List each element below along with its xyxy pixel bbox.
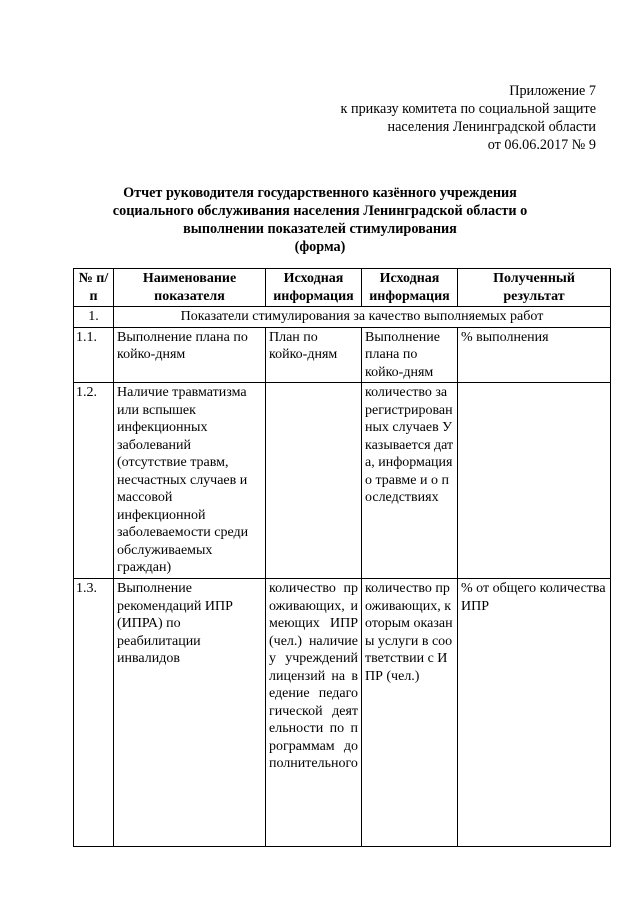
row-num: 1.2. <box>74 383 114 579</box>
row-name: Наличие травматизма или вспышек инфекционных заболеваний (отсутствие травм, несчастных случаев и массовой инфекционной заболеваемости среди обслуживаемых граждан) <box>114 383 266 579</box>
row-result: % от общего количества ИПР <box>458 579 611 847</box>
section-row <box>74 307 611 328</box>
title-line: Отчет руководителя государственного казённого учреждения <box>123 185 517 201</box>
row-source-1 <box>266 383 362 579</box>
row-source-2: количество зарегистрированных случаев Указывается дата, информация о травме и о последствиях <box>362 383 458 579</box>
section-num: 1. <box>74 307 114 328</box>
row-source-2: Выполнение плана по койко-дням <box>362 327 458 383</box>
title-line: социального обслуживания населения Ленинградской области о <box>112 203 528 219</box>
table-row <box>74 383 611 579</box>
row-name: Выполнение плана по койко-дням <box>114 327 266 383</box>
appendix-header <box>341 82 596 154</box>
title-line: (форма) <box>294 239 346 255</box>
row-source-1: План по койко-дням <box>266 327 362 383</box>
header-source-2: Исходная информация <box>362 269 458 307</box>
appendix-line: населения Ленинградской области <box>387 119 596 135</box>
appendix-line: к приказу комитета по социальной защите <box>340 101 596 117</box>
appendix-line: от 06.06.2017 № 9 <box>487 137 596 153</box>
appendix-line: Приложение 7 <box>509 83 596 99</box>
header-source-1: Исходная информация <box>266 269 362 307</box>
header-name: Наименование показателя <box>114 269 266 307</box>
row-result <box>458 383 611 579</box>
table-header-row <box>74 269 611 307</box>
header-result: Полученный результат <box>458 269 611 307</box>
section-title: Показатели стимулирования за качество выполняемых работ <box>114 307 611 328</box>
row-source-1: количество проживающих, имеющих ИПР (чел.) наличие у учреждений лицензий на ведение педагогической деятельности по программам дополнительного <box>266 579 362 847</box>
document-title <box>70 184 570 256</box>
row-num: 1.3. <box>74 579 114 847</box>
table-row <box>74 327 611 383</box>
title-line: выполнении показателей стимулирования <box>183 221 457 237</box>
row-name: Выполнение рекомендаций ИПР (ИПРА) по реабилитации инвалидов <box>114 579 266 847</box>
table-row <box>74 579 611 847</box>
row-num: 1.1. <box>74 327 114 383</box>
row-result: % выполнения <box>458 327 611 383</box>
row-source-2: количество проживающих, которым оказаны услуги в соответствии с ИПР (чел.) <box>362 579 458 847</box>
header-num: № п/п <box>74 269 114 307</box>
report-table <box>73 268 611 847</box>
